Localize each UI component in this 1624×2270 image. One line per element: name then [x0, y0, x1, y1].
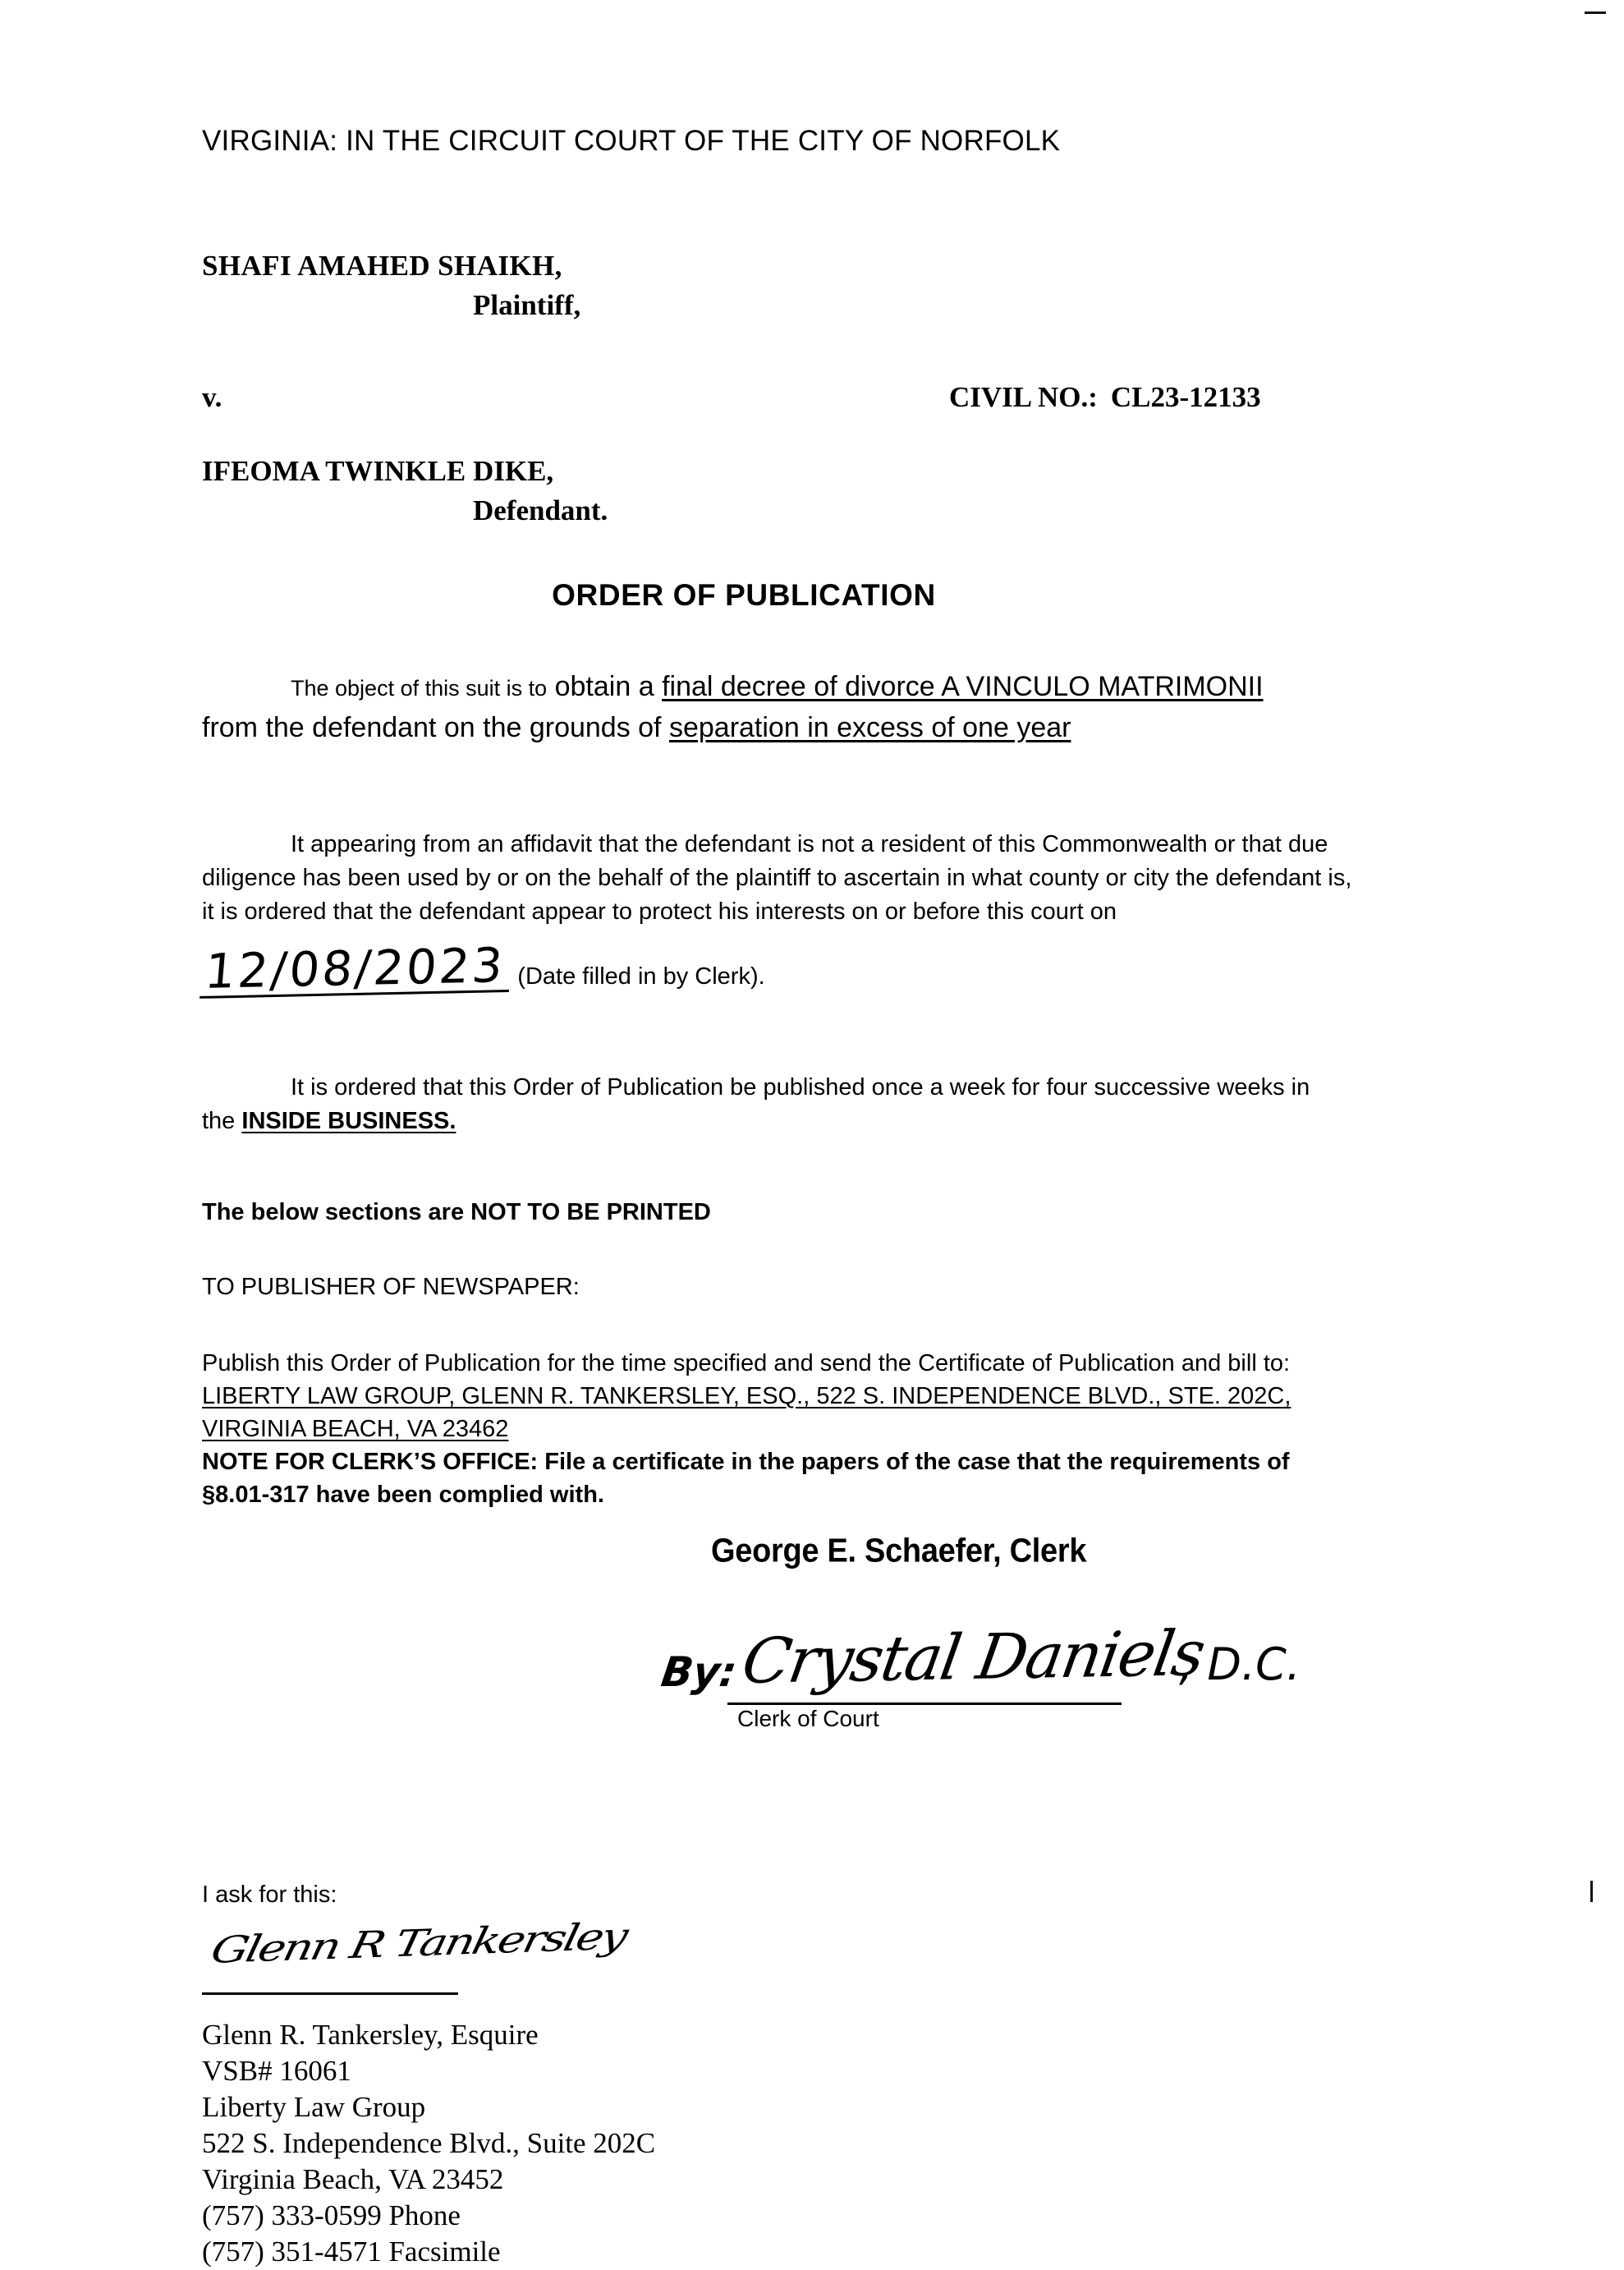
appearance-date-row	[202, 937, 1417, 999]
document-title: ORDER OF PUBLICATION	[552, 578, 936, 612]
deputy-clerk-signature-row	[202, 1612, 1417, 1735]
attorney-city-state-zip: Virginia Beach, VA 23452	[202, 2163, 504, 2195]
attorney-phone: (757) 333-0599 Phone	[202, 2199, 461, 2231]
publication-line2-lead: the	[202, 1108, 236, 1134]
appearance-date-handwritten[interactable]: 12/08/2023	[200, 942, 513, 999]
object-of-suit-paragraph	[202, 667, 1417, 749]
publisher-instruction: Publish this Order of Publication for the time specified and send the Certificate of Publication and bill to:	[202, 1350, 1291, 1376]
bill-to-line-1: LIBERTY LAW GROUP, GLENN R. TANKERSLEY, ESQ., 522 S. INDEPENDENCE BLVD., STE. 202C,	[202, 1383, 1291, 1409]
attorney-fax: (757) 351-4571 Facsimile	[202, 2236, 501, 2268]
affidavit-paragraph	[202, 828, 1368, 929]
appearance-date-note: (Date filled in by Clerk).	[517, 963, 765, 990]
plaintiff-caption	[202, 250, 1417, 322]
civil-number-value: CL23-12133	[1110, 381, 1261, 413]
deputy-clerk-signature: Crystal Daniels	[737, 1616, 1209, 1698]
scan-artifact-right-edge	[1590, 1881, 1593, 1902]
attorney-name: Glenn R. Tankersley, Esquire	[202, 2019, 539, 2051]
attorney-signature-rule	[202, 1992, 458, 1995]
clerk-stamp: George E. Schaefer, Clerk	[711, 1532, 1087, 1570]
attorney-vsb: VSB# 16061	[202, 2055, 351, 2087]
clerk-office-note-line-1: NOTE FOR CLERK’S OFFICE: File a certificate in the papers of the case that the requirements of	[202, 1449, 1290, 1475]
object-lead-text: The object of this suit is to	[291, 676, 548, 701]
not-printed-notice: The below sections are NOT TO BE PRINTED	[202, 1199, 711, 1225]
clerk-of-court-caption: Clerk of Court	[737, 1706, 879, 1731]
defendant-caption	[202, 455, 1417, 527]
publisher-instructions-block	[202, 1347, 1376, 1511]
newspaper-name: INSIDE BUSINESS.	[241, 1108, 456, 1134]
court-heading: VIRGINIA: IN THE CIRCUIT COURT OF THE CITY OF NORFOLK	[202, 125, 1061, 157]
object-verb-text: obtain a	[554, 671, 654, 702]
bill-to-line-2: VIRGINIA BEACH, VA 23462	[202, 1416, 509, 1442]
attorney-signature-row	[202, 1914, 1417, 2012]
grounds-lead-text: from the defendant on the grounds of	[202, 712, 662, 743]
civil-number	[949, 381, 1261, 414]
i-ask-for-this-label: I ask for this:	[202, 1882, 337, 1908]
versus-label: v.	[202, 381, 222, 413]
scan-artifact-top-right	[1585, 11, 1606, 14]
publication-paragraph	[202, 1071, 1368, 1138]
versus-line	[202, 381, 1417, 417]
by-label-handwritten: By:	[658, 1648, 740, 1696]
attorney-contact-block	[202, 2017, 1417, 2270]
grounds-filled-blank: separation in excess of one year	[668, 712, 1071, 743]
publication-text: It is ordered that this Order of Publication be published once a week for four successive weeks in	[291, 1074, 1310, 1101]
plaintiff-role: Plaintiff,	[473, 289, 581, 321]
signature-rule	[727, 1702, 1122, 1705]
document-content	[202, 0, 1417, 2270]
defendant-role: Defendant.	[473, 494, 608, 526]
plaintiff-name: SHAFI AMAHED SHAIKH,	[202, 250, 562, 282]
deputy-clerk-suffix: , D.C.	[1179, 1638, 1301, 1690]
clerk-office-note-line-2: §8.01-317 have been complied with.	[202, 1482, 604, 1508]
attorney-address: 522 S. Independence Blvd., Suite 202C	[202, 2127, 656, 2159]
attorney-firm: Liberty Law Group	[202, 2091, 426, 2123]
civil-number-label: CIVIL NO.:	[949, 381, 1098, 413]
attorney-signature: Glenn R Tankersley	[207, 1914, 631, 1973]
relief-filled-blank: final decree of divorce A VINCULO MATRIMONII	[662, 671, 1264, 702]
affidavit-text: It appearing from an affidavit that the defendant is not a resident of this Commonwealth or that due diligence has been used by or on the behalf of the plaintiff to ascertain in what county or city the defendant is, it is ordered that the defendant appear to protect his interests on or before this court on	[202, 831, 1352, 925]
defendant-name: IFEOMA TWINKLE DIKE,	[202, 455, 554, 487]
to-publisher-heading: TO PUBLISHER OF NEWSPAPER:	[202, 1274, 580, 1300]
